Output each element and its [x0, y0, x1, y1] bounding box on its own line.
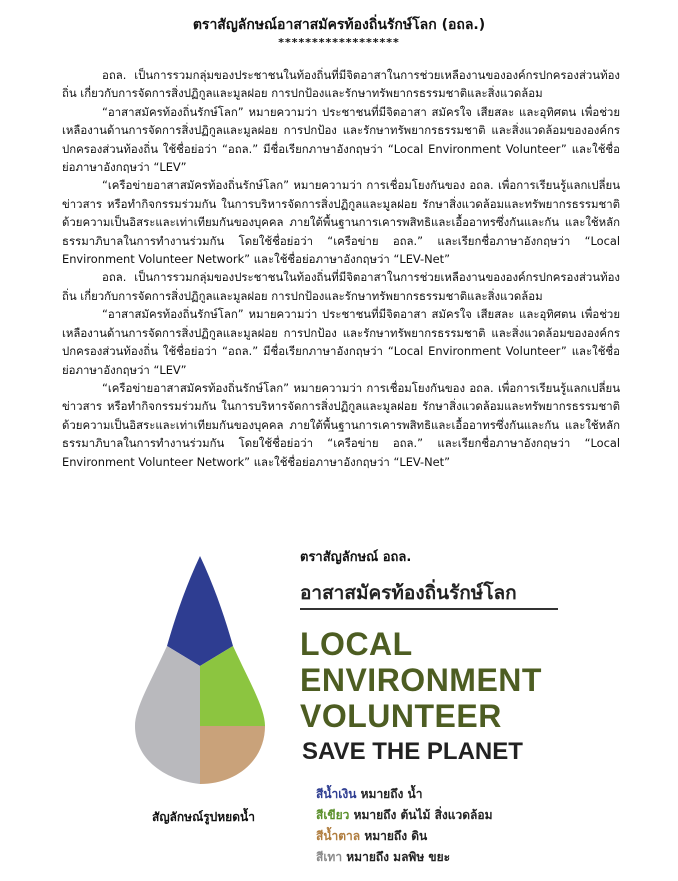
- legend-item: [316, 805, 493, 826]
- legend-item: [316, 784, 493, 805]
- drop-caption: สัญลักษณ์รูปหยดน้ำ: [152, 810, 255, 824]
- paragraph: อถล. เป็นการรวมกลุ่มของประชาชนในท้องถิ่นที่มีจิตอาสาในการช่วยเหลืองานขององค์กรปกครองส่วนท้องถิ่น เกี่ยวกับการจัดการสิ่งปฏิกูลและมูลฝอย การปกป้องและรักษาทรัพยากรธรรมชาติและสิ่งแวดล้อม: [62, 68, 620, 101]
- logo-label: ตราสัญลักษณ์ อถล.: [300, 550, 412, 565]
- paragraph: “อาสาสมัครท้องถิ่นรักษ์โลก” หมายความว่า ประชาชนที่มีจิตอาสา สมัครใจ เสียสละ และอุทิศตน เพื่อช่วยเหลืองานด้านการจัดการสิ่งปฏิกูลและมูลฝอย การปกป้อง และรักษาทรัพยากรธรรมชาติ และสิ่งแวดล้อมขององค์กรปกครองส่วนท้องถิ่น ใช้ชื่อย่อว่า “อถล.” มีชื่อเรียกภาษาอังกฤษว่า “Local Environment Volunteer” และใช้ชื่อย่อภาษาอังกฤษว่า “LEV”: [62, 104, 620, 175]
- drop-segment-gray: [135, 646, 200, 784]
- legend-meaning: หมายถึง น้ำ: [360, 787, 423, 801]
- logo-slogan: SAVE THE PLANET: [302, 738, 523, 765]
- water-drop-logo: [125, 548, 275, 790]
- legend-item: [316, 847, 493, 868]
- legend-meaning: หมายถึง ต้นไม้ สิ่งแวดล้อม: [353, 808, 493, 822]
- paragraph: “อาสาสมัครท้องถิ่นรักษ์โลก” หมายความว่า ประชาชนที่มีจิตอาสา สมัครใจ เสียสละ และอุทิศตน เพื่อช่วยเหลืองานด้านการจัดการสิ่งปฏิกูลและมูลฝอย การปกป้อง และรักษาทรัพยากรธรรมชาติ และสิ่งแวดล้อมขององค์กรปกครองส่วนท้องถิ่น ใช้ชื่อย่อว่า “อถล.” มีชื่อเรียกภาษาอังกฤษว่า “Local Environment Volunteer” และใช้ชื่อย่อภาษาอังกฤษว่า “LEV”: [62, 307, 620, 377]
- logo-thai-name: อาสาสมัครท้องถิ่นรักษ์โลก: [300, 582, 517, 604]
- title-divider: ******************: [278, 36, 400, 49]
- legend-color-name: สีเทา: [316, 850, 343, 864]
- legend-meaning: หมายถึง ดิน: [364, 829, 428, 843]
- body-text: [62, 66, 620, 471]
- paragraph: “เครือข่ายอาสาสมัครท้องถิ่นรักษ์โลก” หมายความว่า การเชื่อมโยงกันของ อถล. เพื่อการเรียนรู้แลกเปลี่ยนข่าวสาร หรือทำกิจกรรมร่วมกัน ในการบริหารจัดการสิ่งปฏิกูลและมูลฝอย รักษาสิ่งแวดล้อมและทรัพยากรธรรมชาติด้วยความเป็นอิสระและเท่าเทียมกันของบุคคล ภายใต้พื้นฐานการเคารพสิทธิและเอื้ออาทรซึ่งกันและกัน และใช้หลักธรรมาภิบาลในการทำงานร่วมกัน โดยใช้ชื่อย่อว่า “เครือข่าย อถล.” และเรียกชื่อภาษาอังกฤษว่า “Local Environment Volunteer Network” และใช้ชื่อย่อภาษาอังกฤษว่า “LEV-Net”: [62, 380, 620, 469]
- color-legend: [316, 784, 493, 868]
- legend-item: [316, 826, 493, 847]
- drop-segment-brown: [200, 726, 265, 784]
- paragraph: “เครือข่ายอาสาสมัครท้องถิ่นรักษ์โลก” หมายความว่า การเชื่อมโยงกันของ อถล. เพื่อการเรียนรู้แลกเปลี่ยนข่าวสาร หรือทำกิจกรรมร่วมกัน ในการบริหารจัดการสิ่งปฏิกูลและมูลฝอย รักษาสิ่งแวดล้อมและทรัพยากรธรรมชาติด้วยความเป็นอิสระและเท่าเทียมกันของบุคคล ภายใต้พื้นฐานการเคารพสิทธิและเอื้ออาทรซึ่งกันและกัน และใช้หลักธรรมาภิบาลในการทำงานร่วมกัน โดยใช้ชื่อย่อว่า “เครือข่าย อถล.” และเรียกชื่อภาษาอังกฤษว่า “Local Environment Volunteer Network” และใช้ชื่อย่อภาษาอังกฤษว่า “LEV-Net”: [62, 178, 620, 267]
- legend-color-name: สีน้ำตาล: [316, 829, 361, 843]
- paragraph: อถล. เป็นการรวมกลุ่มของประชาชนในท้องถิ่นที่มีจิตอาสาในการช่วยเหลืองานขององค์กรปกครองส่วนท้องถิ่น เกี่ยวกับการจัดการสิ่งปฏิกูลและมูลฝอย การปกป้องและรักษาทรัพยากรธรรมชาติและสิ่งแวดล้อม: [62, 270, 620, 303]
- logo-divider: [300, 608, 558, 610]
- legend-color-name: สีน้ำเงิน: [316, 787, 357, 801]
- logo-eng-environment: ENVIRONMENT: [300, 662, 542, 698]
- logo-eng-volunteer: VOLUNTEER: [300, 698, 502, 734]
- logo-eng-local: LOCAL: [300, 626, 413, 662]
- legend-color-name: สีเขียว: [316, 808, 350, 822]
- page-title: ตราสัญลักษณ์อาสาสมัครท้องถิ่นรักษ์โลก (อถล.): [192, 17, 486, 33]
- legend-meaning: หมายถึง มลพิษ ขยะ: [346, 850, 451, 864]
- drop-segment-blue: [167, 556, 233, 666]
